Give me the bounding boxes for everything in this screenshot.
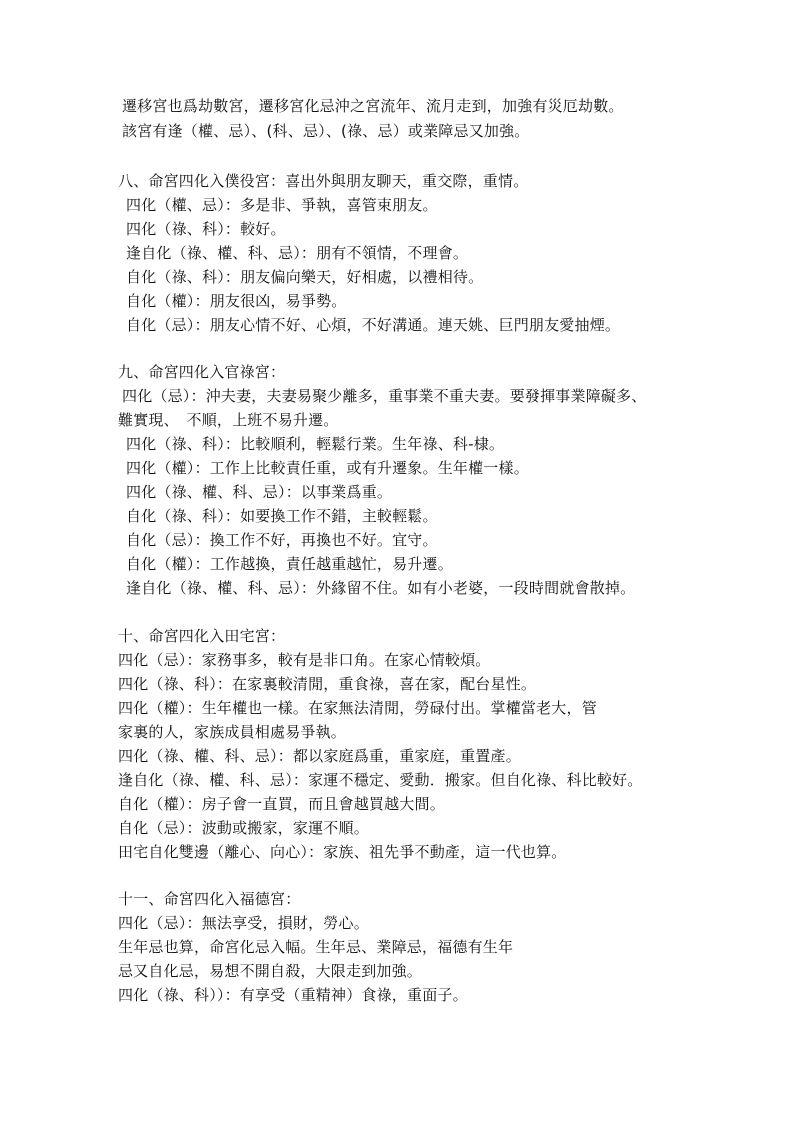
paragraph-line: 自化（忌）：換工作不好，再換也不好。宜守。 bbox=[126, 531, 438, 549]
paragraph-line: 四化（祿、科）：比較順利，輕鬆行業。生年祿、科-棣。 bbox=[126, 435, 505, 453]
paragraph-line: 四化（權）：工作上比較責任重，或有升遷象。生年權一樣。 bbox=[126, 459, 529, 477]
paragraph-line: 自化（忌）：波動或搬家，家運不順。 bbox=[118, 819, 369, 837]
paragraph-line: 遷移宮也爲劫數宮，遷移宮化忌沖之宮流年、流月走到，加強有災厄劫數。 bbox=[122, 97, 624, 115]
paragraph-line: 自化（權）：工作越換，責任越重越忙，易升遷。 bbox=[126, 555, 453, 573]
paragraph-line: 逢自化（祿、權、科、忌）：朋有不領情，不理會。 bbox=[126, 244, 469, 262]
paragraph-line: 四化（忌）：家務事多，較有是非口角。在家心情較煩。 bbox=[118, 651, 491, 669]
paragraph-line: 四化（祿、權、科、忌）：都以家庭爲重，重家庭，重置產。 bbox=[118, 747, 521, 765]
paragraph-line: 四化（祿、權、科、忌）：以事業爲重。 bbox=[126, 483, 393, 501]
paragraph-line: 難實現、 不順，上班不易升遷。 bbox=[118, 411, 339, 429]
paragraph-line: 四化（忌）：沖夫妻，夫妻易聚少離多，重事業不重夫妻。要發揮事業障礙多、 bbox=[122, 387, 647, 405]
paragraph-line: 生年忌也算，命宮化忌入幅。生年忌、業障忌，福德有生年 bbox=[118, 938, 514, 956]
paragraph-line: 田宅自化雙邊（離心、向心）：家族、祖先爭不動產，這一代也算。 bbox=[118, 843, 567, 861]
section-heading: 十、命宮四化入田宅宮： bbox=[118, 627, 286, 645]
paragraph-line: 自化（權）：朋友很凶，易爭勢。 bbox=[126, 292, 347, 310]
paragraph-line: 四化（祿、科））：有享受（重精神）食祿，重面子。 bbox=[118, 986, 468, 1004]
paragraph-line: 逢自化（祿、權、科、忌）：外緣留不住。如有小老婆，一段時間就會散掉。 bbox=[126, 579, 636, 597]
paragraph-line: 四化（權）：生年權也一樣。在家無法清閒，勞碌付出。掌權當老大，管 bbox=[118, 699, 597, 717]
section-heading: 十一、命宮四化入福德宮： bbox=[118, 890, 301, 908]
paragraph-line: 四化（祿、科）：較好。 bbox=[126, 220, 286, 238]
paragraph-line: 家裏的人，家族成員相處易爭執。 bbox=[118, 723, 347, 741]
paragraph-line: 四化（權、忌）：多是非、爭執，喜管束朋友。 bbox=[126, 196, 438, 214]
paragraph-line: 忌又自化忌，易想不開自殺，大限走到加強。 bbox=[118, 962, 423, 980]
section-heading: 八、命宮四化入僕役宮：喜出外與朋友聊天，重交際，重情。 bbox=[118, 172, 529, 190]
paragraph-line: 自化（祿、科）：朋友偏向樂天，好相處，以禮相待。 bbox=[126, 268, 484, 286]
paragraph-line: 自化（權）：房子會一直買，而且會越買越大間。 bbox=[118, 795, 445, 813]
paragraph-line: 逢自化（祿、權、科、忌）：家運不穩定、愛動．搬家。但自化祿、科比較好。 bbox=[118, 771, 643, 789]
paragraph-line: 四化（祿、科）：在家裏較清閒，重食祿，喜在家，配台星性。 bbox=[118, 675, 537, 693]
paragraph-line: 自化（祿、科）：如要換工作不錯，主較輕鬆。 bbox=[126, 507, 438, 525]
paragraph-line: 四化（忌）：無法享受，損財，勞心。 bbox=[118, 914, 369, 932]
paragraph-line: 自化（忌）：朋友心情不好、心煩，不好溝通。連天姚、巨門朋友愛抽煙。 bbox=[126, 316, 621, 334]
paragraph-line: 該宮有逢（權、忌）、(科、忌）、(祿、忌）或業障忌又加強。 bbox=[122, 122, 530, 140]
section-heading: 九、命宮四化入官祿宮： bbox=[118, 363, 286, 381]
